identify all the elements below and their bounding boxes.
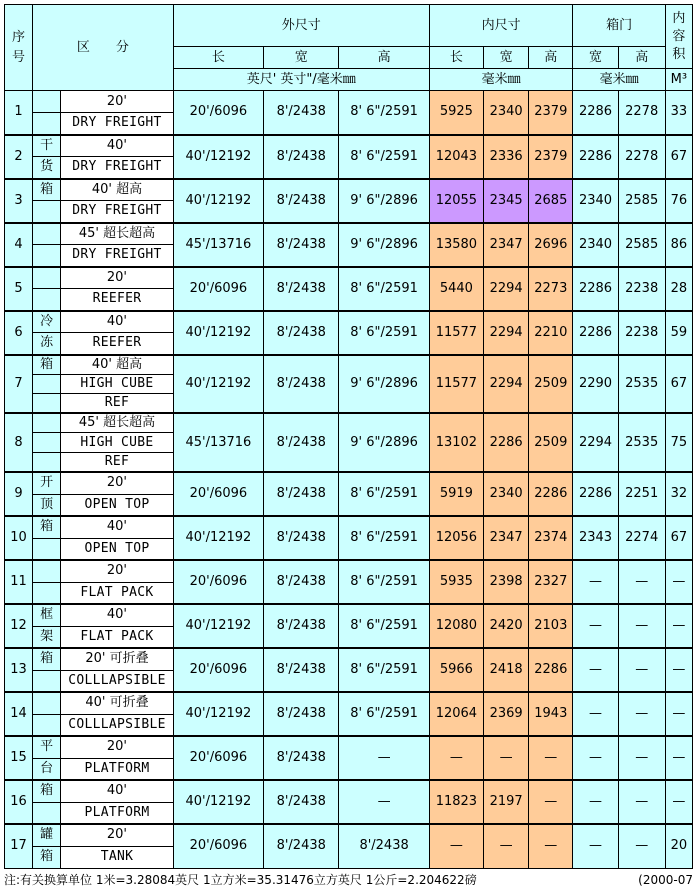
door-height-cell: 2238 (618, 267, 665, 311)
outer-height-cell: 9' 6"/2896 (339, 355, 429, 414)
category-group-char: 架 (33, 626, 61, 648)
category-group-char (33, 267, 61, 289)
category-group-char (33, 245, 61, 267)
outer-length-cell: 40'/12192 (173, 692, 263, 736)
door-width-cell: 2343 (573, 516, 618, 560)
door-height-cell: 2251 (618, 472, 665, 516)
volume-cell: — (665, 648, 692, 692)
row-number: 4 (5, 223, 33, 267)
row-number: 5 (5, 267, 33, 311)
outer-height-cell: 8' 6"/2591 (339, 516, 429, 560)
container-type-name: HIGH CUBE (61, 433, 173, 453)
category-group-char: 箱 (33, 648, 61, 670)
inner-height-cell: 2509 (529, 355, 573, 414)
door-height-cell: — (618, 824, 665, 868)
outer-height-cell: — (339, 736, 429, 780)
row-number: 12 (5, 604, 33, 648)
inner-width-cell: 2340 (484, 472, 529, 516)
outer-height-cell: 8' 6"/2591 (339, 604, 429, 648)
outer-height-header: 高 (339, 47, 429, 69)
category-group-char (33, 201, 61, 223)
category-group-char: 冻 (33, 333, 61, 355)
container-type-name: PLATFORM (61, 758, 173, 780)
door-width-cell: — (573, 780, 618, 824)
outer-dimensions-header: 外尺寸 (173, 5, 429, 47)
inner-width-cell: 2347 (484, 223, 529, 267)
volume-cell: 67 (665, 135, 692, 179)
container-type-size: 40' 超高 (61, 355, 173, 375)
category-group-char: 冷 (33, 311, 61, 333)
outer-length-cell: 20'/6096 (173, 560, 263, 604)
outer-width-cell: 8'/2438 (264, 413, 339, 472)
door-height-cell: — (618, 604, 665, 648)
outer-height-cell: 8'/2438 (339, 824, 429, 868)
door-width-cell: 2340 (573, 179, 618, 223)
inner-length-cell: 13102 (429, 413, 483, 472)
category-group-char (33, 670, 61, 692)
door-width-cell: — (573, 648, 618, 692)
volume-cell: — (665, 604, 692, 648)
door-height-cell: 2585 (618, 179, 665, 223)
row-number: 3 (5, 179, 33, 223)
outer-length-cell: 40'/12192 (173, 780, 263, 824)
outer-length-cell: 40'/12192 (173, 135, 263, 179)
door-height-cell: — (618, 648, 665, 692)
category-group-char (33, 413, 61, 433)
inner-width-cell: — (484, 736, 529, 780)
container-type-name: COLLLAPSIBLE (61, 670, 173, 692)
category-group-char (33, 433, 61, 453)
volume-cell: — (665, 692, 692, 736)
category-group-char (33, 91, 61, 113)
container-type-size: 20' (61, 472, 173, 494)
door-width-cell: 2286 (573, 91, 618, 135)
outer-height-cell: 8' 6"/2591 (339, 311, 429, 355)
door-height-cell: 2238 (618, 311, 665, 355)
row-number: 16 (5, 780, 33, 824)
inner-height-header: 高 (529, 47, 573, 69)
outer-length-cell: 20'/6096 (173, 267, 263, 311)
container-type-name: DRY FREIGHT (61, 157, 173, 179)
door-width-cell: — (573, 560, 618, 604)
door-height-cell: — (618, 780, 665, 824)
volume-header: 内 容 积 (665, 5, 692, 69)
inner-width-cell: 2340 (484, 91, 529, 135)
inner-height-cell: 2327 (529, 560, 573, 604)
outer-height-cell: 8' 6"/2591 (339, 648, 429, 692)
inner-height-cell: 1943 (529, 692, 573, 736)
inner-width-cell: 2369 (484, 692, 529, 736)
outer-height-cell: — (339, 780, 429, 824)
inner-length-cell: 13580 (429, 223, 483, 267)
door-height-cell: 2585 (618, 223, 665, 267)
container-type-size: 20' (61, 91, 173, 113)
outer-unit-label: 英尺' 英寸"/毫米㎜ (173, 69, 429, 91)
category-group-char (33, 289, 61, 311)
volume-cell: — (665, 736, 692, 780)
outer-width-cell: 8'/2438 (264, 648, 339, 692)
inner-width-cell: 2286 (484, 413, 529, 472)
row-number: 9 (5, 472, 33, 516)
volume-cell: — (665, 560, 692, 604)
outer-width-cell: 8'/2438 (264, 736, 339, 780)
container-type-name: HIGH CUBE (61, 374, 173, 394)
container-type-size: 40' (61, 780, 173, 802)
row-number: 8 (5, 413, 33, 472)
container-type-size: 40' (61, 135, 173, 157)
container-type-name-cont: REF (61, 394, 173, 414)
row-number: 14 (5, 692, 33, 736)
category-group-char (33, 692, 61, 714)
container-type-size: 45' 超长超高 (61, 223, 173, 245)
container-type-name: PLATFORM (61, 802, 173, 824)
outer-width-cell: 8'/2438 (264, 560, 339, 604)
inner-height-cell: 2286 (529, 472, 573, 516)
container-type-name: DRY FREIGHT (61, 201, 173, 223)
container-type-name: OPEN TOP (61, 494, 173, 516)
door-width-cell: — (573, 604, 618, 648)
category-group-char (33, 223, 61, 245)
outer-length-cell: 40'/12192 (173, 355, 263, 414)
container-type-name: REEFER (61, 289, 173, 311)
inner-width-cell: 2347 (484, 516, 529, 560)
volume-cell: 20 (665, 824, 692, 868)
inner-width-header: 宽 (484, 47, 529, 69)
inner-width-cell: 2398 (484, 560, 529, 604)
volume-cell: 86 (665, 223, 692, 267)
container-type-size: 20' (61, 824, 173, 846)
outer-length-cell: 40'/12192 (173, 311, 263, 355)
date-note: (2000-07 (638, 873, 693, 887)
door-width-cell: 2286 (573, 472, 618, 516)
conversion-note-text: 注:有关换算单位 1米=3.28084英尺 1立方米=35.31476立方英尺 1公斤=2.204622磅 (4, 873, 477, 887)
outer-width-cell: 8'/2438 (264, 824, 339, 868)
door-header: 箱门 (573, 5, 665, 47)
category-group-char: 台 (33, 758, 61, 780)
container-spec-table (4, 4, 693, 869)
outer-width-cell: 8'/2438 (264, 604, 339, 648)
volume-cell: 67 (665, 516, 692, 560)
container-type-name: FLAT PACK (61, 582, 173, 604)
inner-width-cell: 2294 (484, 355, 529, 414)
row-number: 11 (5, 560, 33, 604)
category-group-char: 箱 (33, 846, 61, 868)
outer-length-cell: 20'/6096 (173, 648, 263, 692)
inner-length-cell: 12055 (429, 179, 483, 223)
outer-length-cell: 20'/6096 (173, 91, 263, 135)
door-height-cell: 2535 (618, 413, 665, 472)
category-header: 区 分 (33, 5, 174, 91)
inner-height-cell: — (529, 780, 573, 824)
container-type-name: OPEN TOP (61, 538, 173, 560)
row-number: 7 (5, 355, 33, 414)
outer-width-cell: 8'/2438 (264, 355, 339, 414)
inner-dimensions-header: 内尺寸 (429, 5, 573, 47)
inner-length-cell: 5440 (429, 267, 483, 311)
row-number: 10 (5, 516, 33, 560)
category-group-char (33, 394, 61, 414)
outer-width-header: 宽 (264, 47, 339, 69)
door-width-cell: 2290 (573, 355, 618, 414)
outer-length-cell: 20'/6096 (173, 736, 263, 780)
outer-width-cell: 8'/2438 (264, 179, 339, 223)
inner-length-cell: — (429, 736, 483, 780)
door-width-cell: — (573, 736, 618, 780)
volume-cell: 67 (665, 355, 692, 414)
inner-height-cell: 2273 (529, 267, 573, 311)
door-width-header: 宽 (573, 47, 618, 69)
seq-header: 序 号 (5, 5, 33, 91)
outer-width-cell: 8'/2438 (264, 91, 339, 135)
inner-width-cell: 2345 (484, 179, 529, 223)
outer-length-cell: 45'/13716 (173, 413, 263, 472)
door-height-cell: 2278 (618, 135, 665, 179)
category-group-char: 箱 (33, 780, 61, 802)
category-group-char (33, 582, 61, 604)
volume-cell: 28 (665, 267, 692, 311)
inner-length-cell: 5966 (429, 648, 483, 692)
outer-length-cell: 40'/12192 (173, 179, 263, 223)
inner-height-cell: 2696 (529, 223, 573, 267)
volume-unit-label: M³ (665, 69, 692, 91)
inner-length-cell: 5919 (429, 472, 483, 516)
door-height-cell: — (618, 736, 665, 780)
outer-length-cell: 20'/6096 (173, 824, 263, 868)
container-type-size: 20' (61, 560, 173, 582)
inner-length-cell: 11823 (429, 780, 483, 824)
category-group-char: 箱 (33, 179, 61, 201)
inner-length-cell: — (429, 824, 483, 868)
volume-cell: 59 (665, 311, 692, 355)
outer-width-cell: 8'/2438 (264, 472, 339, 516)
inner-height-cell: 2509 (529, 413, 573, 472)
outer-length-cell: 45'/13716 (173, 223, 263, 267)
inner-width-cell: — (484, 824, 529, 868)
outer-height-cell: 8' 6"/2591 (339, 692, 429, 736)
row-number: 15 (5, 736, 33, 780)
row-number: 2 (5, 135, 33, 179)
outer-length-cell: 40'/12192 (173, 516, 263, 560)
conversion-note (4, 868, 693, 892)
door-height-cell: 2535 (618, 355, 665, 414)
category-group-char: 开 (33, 472, 61, 494)
outer-width-cell: 8'/2438 (264, 692, 339, 736)
volume-cell: — (665, 780, 692, 824)
outer-height-cell: 8' 6"/2591 (339, 560, 429, 604)
category-group-char (33, 113, 61, 135)
door-width-cell: — (573, 824, 618, 868)
inner-unit-label: 毫米㎜ (429, 69, 573, 91)
inner-height-cell: 2379 (529, 135, 573, 179)
outer-width-cell: 8'/2438 (264, 267, 339, 311)
door-unit-label: 毫米㎜ (573, 69, 665, 91)
outer-height-cell: 8' 6"/2591 (339, 91, 429, 135)
volume-cell: 76 (665, 179, 692, 223)
category-group-char: 框 (33, 604, 61, 626)
category-group-char: 平 (33, 736, 61, 758)
category-group-char: 箱 (33, 355, 61, 375)
inner-width-cell: 2420 (484, 604, 529, 648)
inner-length-cell: 11577 (429, 311, 483, 355)
door-width-cell: — (573, 692, 618, 736)
outer-width-cell: 8'/2438 (264, 311, 339, 355)
volume-cell: 32 (665, 472, 692, 516)
inner-length-cell: 12043 (429, 135, 483, 179)
category-group-char: 货 (33, 157, 61, 179)
inner-length-cell: 12056 (429, 516, 483, 560)
outer-height-cell: 9' 6"/2896 (339, 223, 429, 267)
category-group-char (33, 538, 61, 560)
outer-height-cell: 8' 6"/2591 (339, 472, 429, 516)
container-type-name: COLLLAPSIBLE (61, 714, 173, 736)
category-group-char: 干 (33, 135, 61, 157)
container-type-size: 20' 可折叠 (61, 648, 173, 670)
inner-width-cell: 2336 (484, 135, 529, 179)
inner-width-cell: 2294 (484, 267, 529, 311)
row-number: 17 (5, 824, 33, 868)
outer-width-cell: 8'/2438 (264, 780, 339, 824)
outer-length-header: 长 (173, 47, 263, 69)
category-group-char: 箱 (33, 516, 61, 538)
inner-height-cell: 2103 (529, 604, 573, 648)
volume-cell: 75 (665, 413, 692, 472)
category-group-char: 罐 (33, 824, 61, 846)
row-number: 1 (5, 91, 33, 135)
container-type-name: DRY FREIGHT (61, 245, 173, 267)
container-type-size: 40' (61, 311, 173, 333)
door-width-cell: 2340 (573, 223, 618, 267)
inner-width-cell: 2418 (484, 648, 529, 692)
container-type-size: 40' (61, 516, 173, 538)
container-type-size: 20' (61, 736, 173, 758)
inner-height-cell: 2286 (529, 648, 573, 692)
door-height-cell: 2278 (618, 91, 665, 135)
category-group-char (33, 714, 61, 736)
door-height-cell: 2274 (618, 516, 665, 560)
inner-height-cell: 2685 (529, 179, 573, 223)
inner-length-cell: 5935 (429, 560, 483, 604)
category-group-char (33, 560, 61, 582)
container-type-name: DRY FREIGHT (61, 113, 173, 135)
outer-width-cell: 8'/2438 (264, 223, 339, 267)
door-width-cell: 2286 (573, 311, 618, 355)
door-width-cell: 2286 (573, 135, 618, 179)
inner-height-cell: 2379 (529, 91, 573, 135)
inner-length-cell: 12064 (429, 692, 483, 736)
category-group-char (33, 374, 61, 394)
category-group-char: 顶 (33, 494, 61, 516)
category-group-char (33, 452, 61, 472)
row-number: 6 (5, 311, 33, 355)
container-type-name: FLAT PACK (61, 626, 173, 648)
outer-length-cell: 20'/6096 (173, 472, 263, 516)
volume-cell: 33 (665, 91, 692, 135)
container-type-size: 40' 超高 (61, 179, 173, 201)
inner-length-cell: 5925 (429, 91, 483, 135)
category-group-char (33, 802, 61, 824)
inner-height-cell: — (529, 824, 573, 868)
door-height-header: 高 (618, 47, 665, 69)
outer-height-cell: 8' 6"/2591 (339, 135, 429, 179)
inner-width-cell: 2294 (484, 311, 529, 355)
inner-width-cell: 2197 (484, 780, 529, 824)
door-height-cell: — (618, 560, 665, 604)
outer-height-cell: 8' 6"/2591 (339, 267, 429, 311)
container-type-size: 40' (61, 604, 173, 626)
container-type-name-cont: REF (61, 452, 173, 472)
row-number: 13 (5, 648, 33, 692)
door-width-cell: 2294 (573, 413, 618, 472)
container-type-name: REEFER (61, 333, 173, 355)
inner-height-cell: 2210 (529, 311, 573, 355)
container-type-name: TANK (61, 846, 173, 868)
outer-length-cell: 40'/12192 (173, 604, 263, 648)
container-type-size: 20' (61, 267, 173, 289)
inner-length-cell: 11577 (429, 355, 483, 414)
outer-height-cell: 9' 6"/2896 (339, 179, 429, 223)
inner-height-cell: — (529, 736, 573, 780)
container-type-size: 40' 可折叠 (61, 692, 173, 714)
outer-height-cell: 9' 6"/2896 (339, 413, 429, 472)
door-height-cell: — (618, 692, 665, 736)
inner-length-header: 长 (429, 47, 483, 69)
outer-width-cell: 8'/2438 (264, 135, 339, 179)
inner-length-cell: 12080 (429, 604, 483, 648)
container-type-size: 45' 超长超高 (61, 413, 173, 433)
door-width-cell: 2286 (573, 267, 618, 311)
outer-width-cell: 8'/2438 (264, 516, 339, 560)
inner-height-cell: 2374 (529, 516, 573, 560)
